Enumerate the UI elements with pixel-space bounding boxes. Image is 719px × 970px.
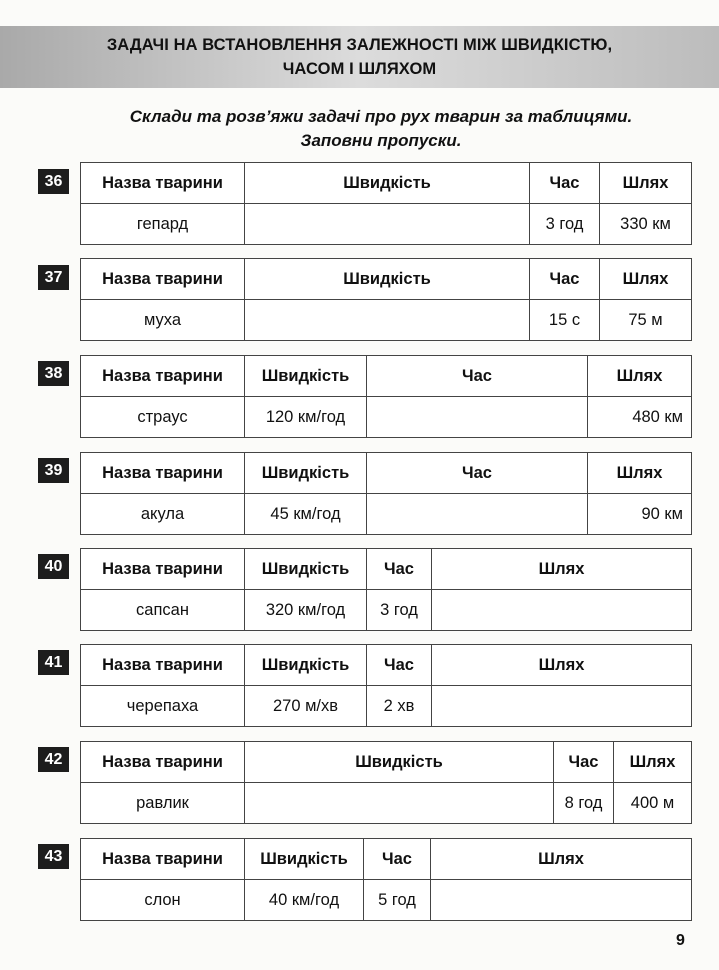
cell-distance: 90 км — [588, 494, 692, 535]
cell-time-blank[interactable] — [367, 397, 588, 438]
task-number: 40 — [38, 554, 69, 579]
cell-speed-blank[interactable] — [245, 300, 530, 341]
cell-speed-blank[interactable] — [245, 783, 554, 824]
cell-speed: 270 м/хв — [245, 686, 367, 727]
header-speed: Швидкість — [245, 453, 367, 494]
header-time: Час — [554, 742, 614, 783]
cell-speed: 40 км/год — [245, 880, 364, 921]
header-speed: Швидкість — [245, 356, 367, 397]
header-speed: Швидкість — [245, 259, 530, 300]
page-number: 9 — [676, 932, 685, 949]
header-time: Час — [530, 259, 600, 300]
task-number: 37 — [38, 265, 69, 290]
header-animal-name: Назва тварини — [81, 356, 245, 397]
cell-distance: 330 км — [600, 204, 692, 245]
cell-distance: 480 км — [588, 397, 692, 438]
cell-distance: 75 м — [600, 300, 692, 341]
header-animal-name: Назва тварини — [81, 742, 245, 783]
header-animal-name: Назва тварини — [81, 163, 245, 204]
header-distance: Шлях — [588, 453, 692, 494]
header-time: Час — [367, 356, 588, 397]
cell-animal: сапсан — [81, 590, 245, 631]
header-distance: Шлях — [600, 259, 692, 300]
task-table-36 — [80, 162, 692, 245]
header-distance: Шлях — [600, 163, 692, 204]
cell-time: 3 год — [367, 590, 432, 631]
header-animal-name: Назва тварини — [81, 549, 245, 590]
header-time: Час — [364, 839, 431, 880]
header-time: Час — [530, 163, 600, 204]
header-speed: Швидкість — [245, 645, 367, 686]
task-table-41 — [80, 644, 692, 727]
cell-distance-blank[interactable] — [431, 880, 692, 921]
instruction-line-2: Заповни пропуски. — [300, 131, 462, 150]
cell-animal: слон — [81, 880, 245, 921]
header-time: Час — [367, 549, 432, 590]
header-animal-name: Назва тварини — [81, 645, 245, 686]
section-title-line-1: ЗАДАЧІ НА ВСТАНОВЛЕННЯ ЗАЛЕЖНОСТІ МІЖ ШВИДКІСТЮ, — [106, 36, 613, 54]
cell-animal: страус — [81, 397, 245, 438]
header-distance: Шлях — [432, 645, 692, 686]
cell-animal: равлик — [81, 783, 245, 824]
cell-animal: муха — [81, 300, 245, 341]
section-header — [0, 26, 719, 88]
task-table-43 — [80, 838, 692, 921]
cell-time: 8 год — [554, 783, 614, 824]
cell-time: 5 год — [364, 880, 431, 921]
task-number: 36 — [38, 169, 69, 194]
cell-time: 2 хв — [367, 686, 432, 727]
cell-speed: 320 км/год — [245, 590, 367, 631]
task-table-39 — [80, 452, 692, 535]
cell-speed-blank[interactable] — [245, 204, 530, 245]
cell-animal: гепард — [81, 204, 245, 245]
header-distance: Шлях — [431, 839, 692, 880]
header-speed: Швидкість — [245, 549, 367, 590]
cell-speed: 120 км/год — [245, 397, 367, 438]
task-table-40 — [80, 548, 692, 631]
task-number: 39 — [38, 458, 69, 483]
cell-animal: черепаха — [81, 686, 245, 727]
header-distance: Шлях — [432, 549, 692, 590]
task-table-42 — [80, 741, 692, 824]
header-animal-name: Назва тварини — [81, 839, 245, 880]
cell-time-blank[interactable] — [367, 494, 588, 535]
cell-distance-blank[interactable] — [432, 590, 692, 631]
cell-distance-blank[interactable] — [432, 686, 692, 727]
header-speed: Швидкість — [245, 163, 530, 204]
cell-animal: акула — [81, 494, 245, 535]
cell-time: 3 год — [530, 204, 600, 245]
header-speed: Швидкість — [245, 839, 364, 880]
header-animal-name: Назва тварини — [81, 453, 245, 494]
task-table-37 — [80, 258, 692, 341]
header-distance: Шлях — [614, 742, 692, 783]
cell-time: 15 с — [530, 300, 600, 341]
cell-distance: 400 м — [614, 783, 692, 824]
cell-speed: 45 км/год — [245, 494, 367, 535]
task-table-38 — [80, 355, 692, 438]
task-number: 41 — [38, 650, 69, 675]
section-title-line-2: ЧАСОМ І ШЛЯХОМ — [282, 60, 437, 78]
header-animal-name: Назва тварини — [81, 259, 245, 300]
header-time: Час — [367, 453, 588, 494]
task-number: 43 — [38, 844, 69, 869]
task-number: 42 — [38, 747, 69, 772]
instruction-line-1: Склади та розв’яжи задачі про рух тварин за таблицями. — [129, 107, 633, 126]
header-time: Час — [367, 645, 432, 686]
header-distance: Шлях — [588, 356, 692, 397]
header-speed: Швидкість — [245, 742, 554, 783]
task-number: 38 — [38, 361, 69, 386]
